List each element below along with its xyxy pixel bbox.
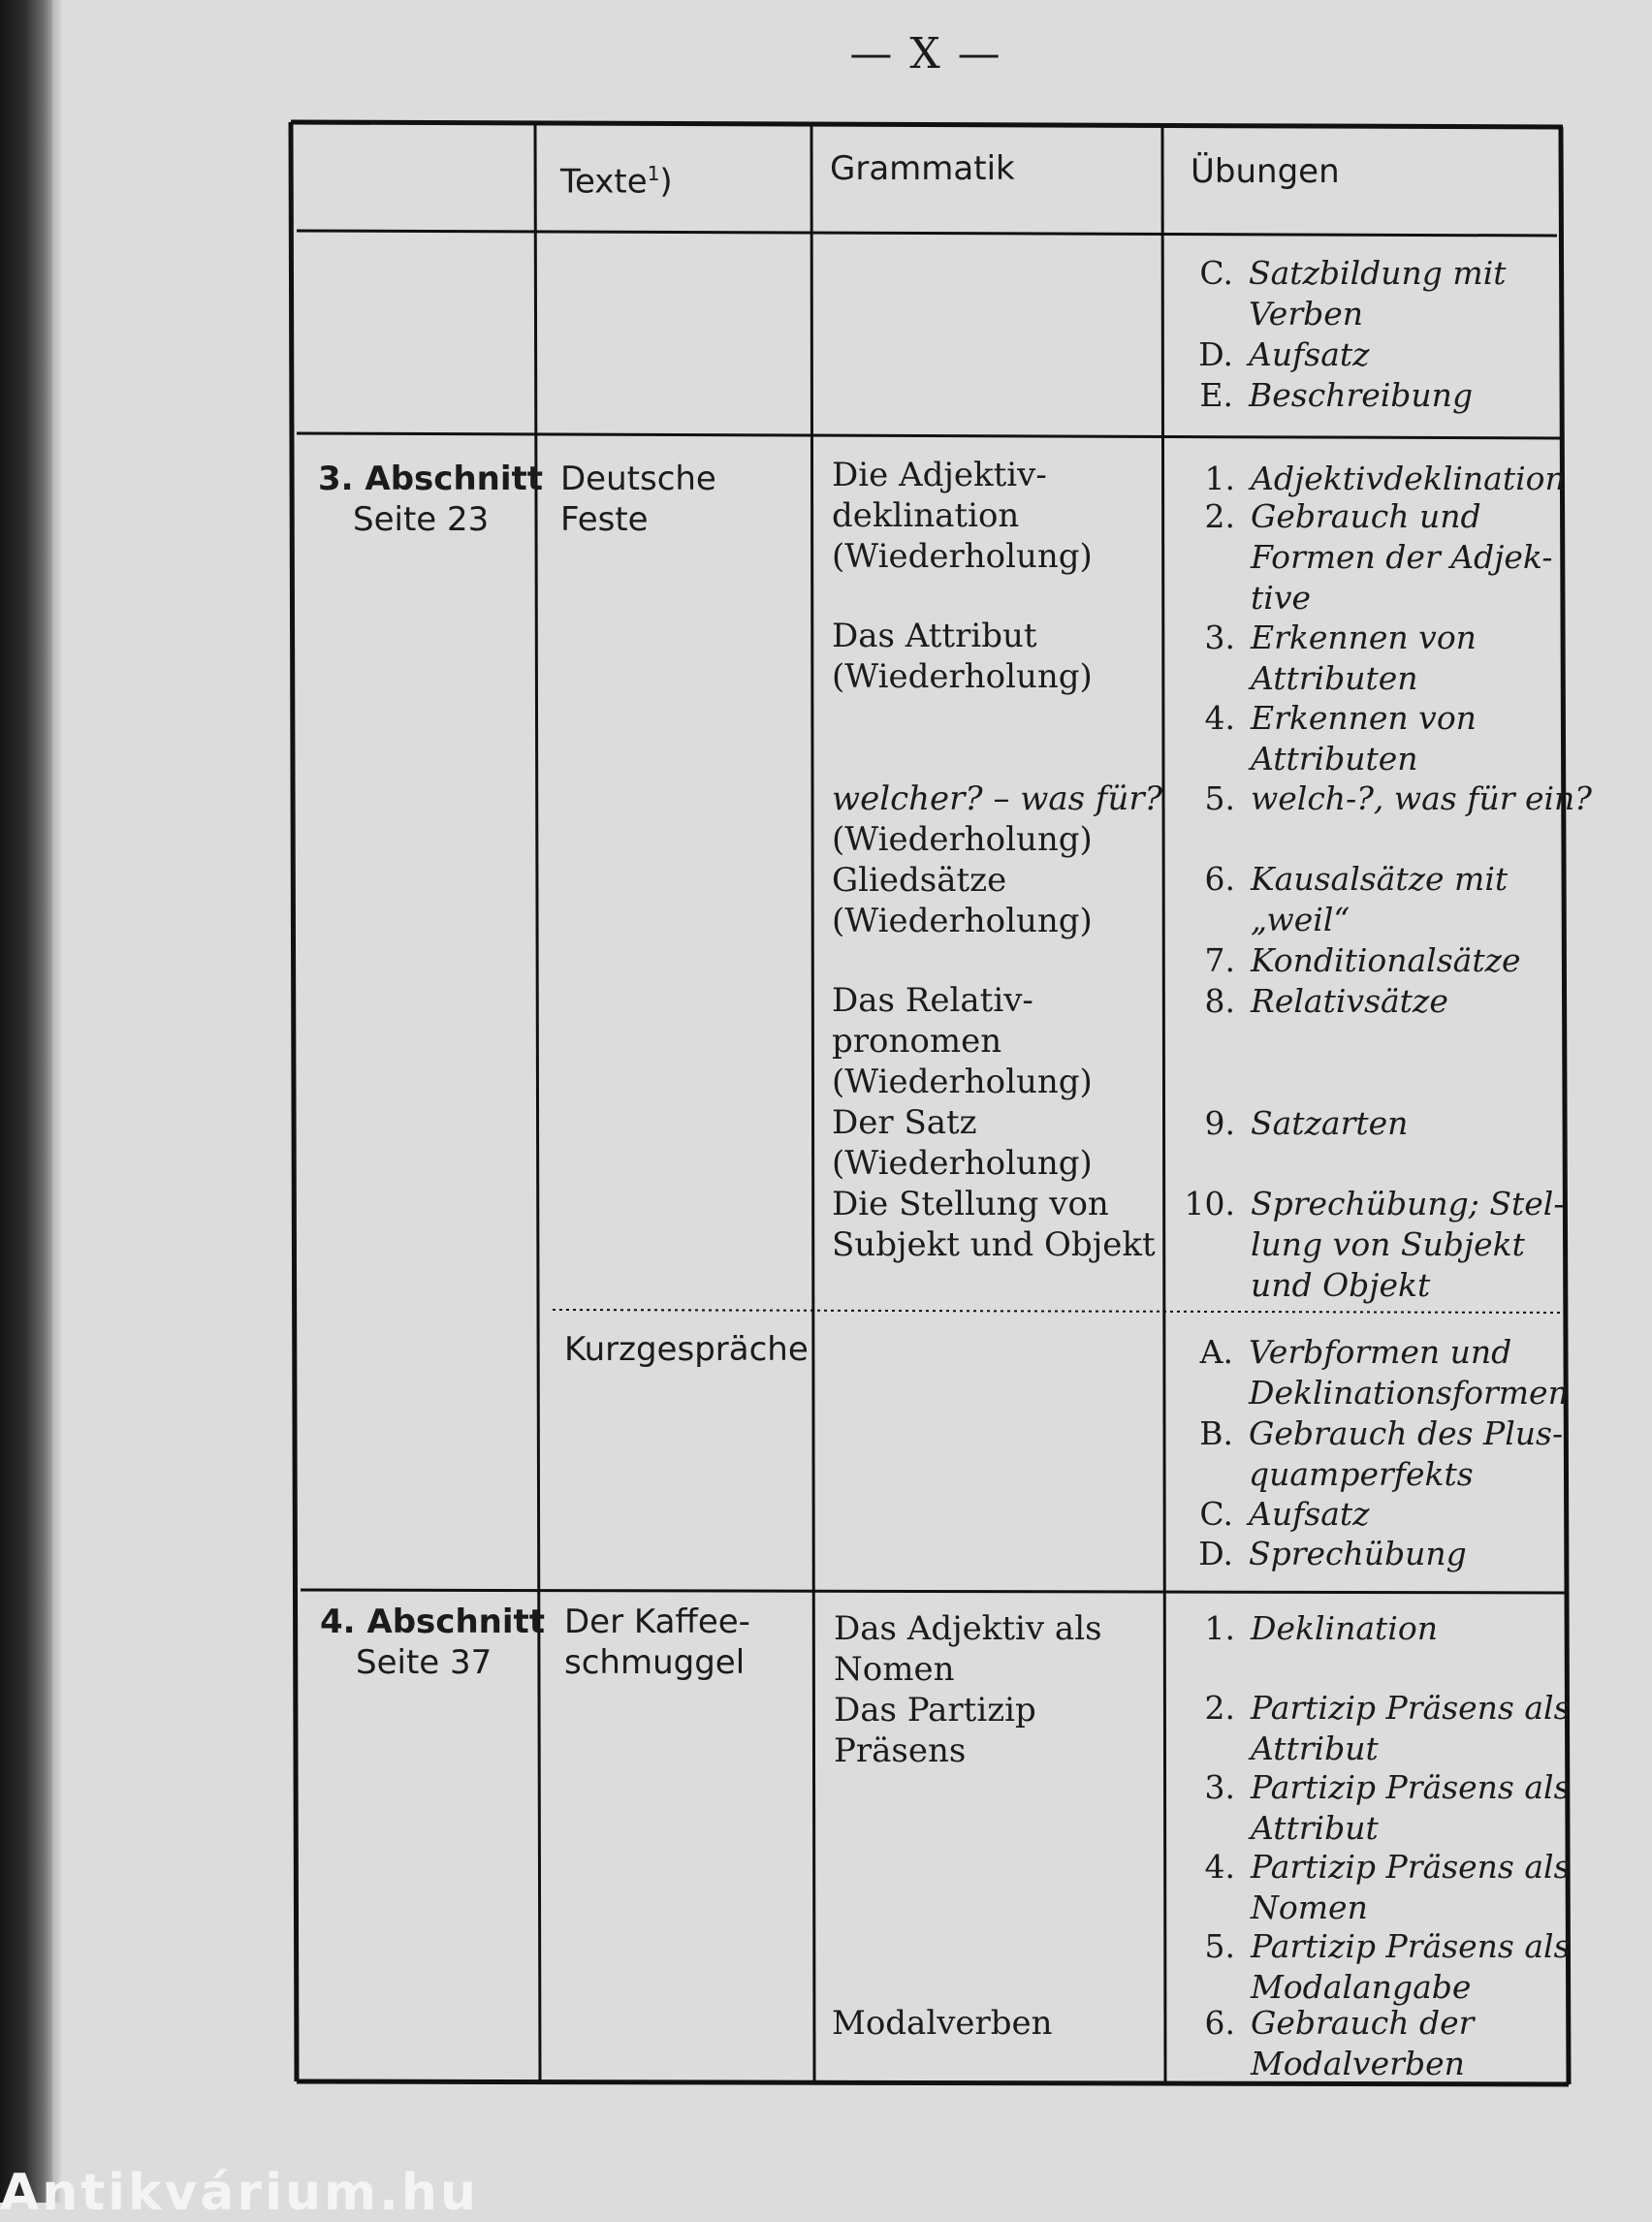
exercise-item: 4. Erkennen von Attributen bbox=[1204, 699, 1477, 778]
exercise-item: 4. Partizip Präsens als Nomen bbox=[1204, 1848, 1571, 1926]
exercise-item: 10. Sprechübung; Stel- lung von Subjekt und Objekt bbox=[1184, 1185, 1565, 1304]
watermark: Antikvárium.hu bbox=[0, 2164, 479, 2222]
header-exercises: Übungen bbox=[1191, 152, 1340, 191]
header-texts bbox=[560, 152, 673, 203]
exercise-item: 1. Deklination bbox=[1204, 1609, 1438, 1647]
section4-grammar-item: Modalverben bbox=[832, 2004, 1053, 2043]
exercise-item: A. Verbformen und Deklinationsformen bbox=[1199, 1333, 1569, 1412]
section4-label: 4. Abschnitt bbox=[320, 1603, 546, 1641]
header-texts-label: Texte bbox=[560, 162, 648, 202]
section3-grammar-question: welcher? – was für? bbox=[832, 779, 1162, 818]
section3-grammar-item: Gliedsätze (Wiederholung) bbox=[832, 861, 1093, 940]
header-texts-paren: ) bbox=[659, 162, 673, 202]
exercise-item: 2. Partizip Präsens als Attribut bbox=[1204, 1689, 1571, 1767]
section4-page: Seite 37 bbox=[356, 1643, 492, 1682]
exercise-item: E. Beschreibung bbox=[1199, 376, 1474, 414]
exercise-item: C. Aufsatz bbox=[1199, 1495, 1370, 1533]
exercise-item: 8. Relativsätze bbox=[1204, 982, 1448, 1020]
exercise-item: 1. Adjektivdeklination bbox=[1204, 460, 1566, 497]
exercise-item: 7. Konditionalsätze bbox=[1204, 941, 1521, 979]
exercise-item: 9. Satzarten bbox=[1204, 1104, 1409, 1142]
section3-grammar-item: Die Adjektiv- deklination (Wiederholung) bbox=[832, 456, 1093, 576]
section3-text: Deutsche Feste bbox=[560, 460, 716, 539]
page-number: — X — bbox=[849, 29, 1002, 79]
exercise-item: B. Gebrauch des Plus- quamperfekts bbox=[1199, 1414, 1564, 1493]
section3-subtext: Kurzgespräche bbox=[564, 1330, 809, 1369]
section4-grammar-item: Das Adjektiv als Nomen Das Partizip Präsens bbox=[834, 1609, 1102, 1770]
section3-grammar-item: Das Attribut (Wiederholung) bbox=[832, 617, 1093, 696]
section3-label: 3. Abschnitt bbox=[318, 460, 544, 498]
section3-grammar-item: (Wiederholung) bbox=[832, 820, 1093, 859]
exercise-item: 3. Erkennen von Attributen bbox=[1204, 619, 1477, 697]
exercise-item: 5. welch-?, was für ein? bbox=[1204, 779, 1592, 817]
header-footnote-marker: 1 bbox=[647, 162, 660, 185]
exercise-item: 2. Gebrauch und Formen der Adjek- tive bbox=[1204, 497, 1553, 617]
section3-grammar-item: Das Relativ- pronomen (Wiederholung) Der Satz (Wiederholung) Die Stellung von Subjekt und Objekt bbox=[832, 981, 1156, 1264]
exercise-item: 3. Partizip Präsens als Attribut bbox=[1204, 1768, 1571, 1847]
exercise-item: D. Aufsatz bbox=[1198, 335, 1370, 373]
exercise-item: C. Satzbildung mit Verben bbox=[1199, 254, 1507, 333]
section4-text: Der Kaffee- schmuggel bbox=[564, 1603, 750, 1682]
exercise-item: 6. Kausalsätze mit „weil“ bbox=[1204, 860, 1509, 938]
section3-page: Seite 23 bbox=[353, 500, 490, 539]
exercise-item: D. Sprechübung bbox=[1198, 1535, 1467, 1572]
exercise-item: 5. Partizip Präsens als Modalangabe bbox=[1204, 1927, 1571, 2006]
header-grammar: Grammatik bbox=[830, 149, 1015, 188]
exercise-item: 6. Gebrauch der Modalverben bbox=[1204, 2004, 1475, 2082]
